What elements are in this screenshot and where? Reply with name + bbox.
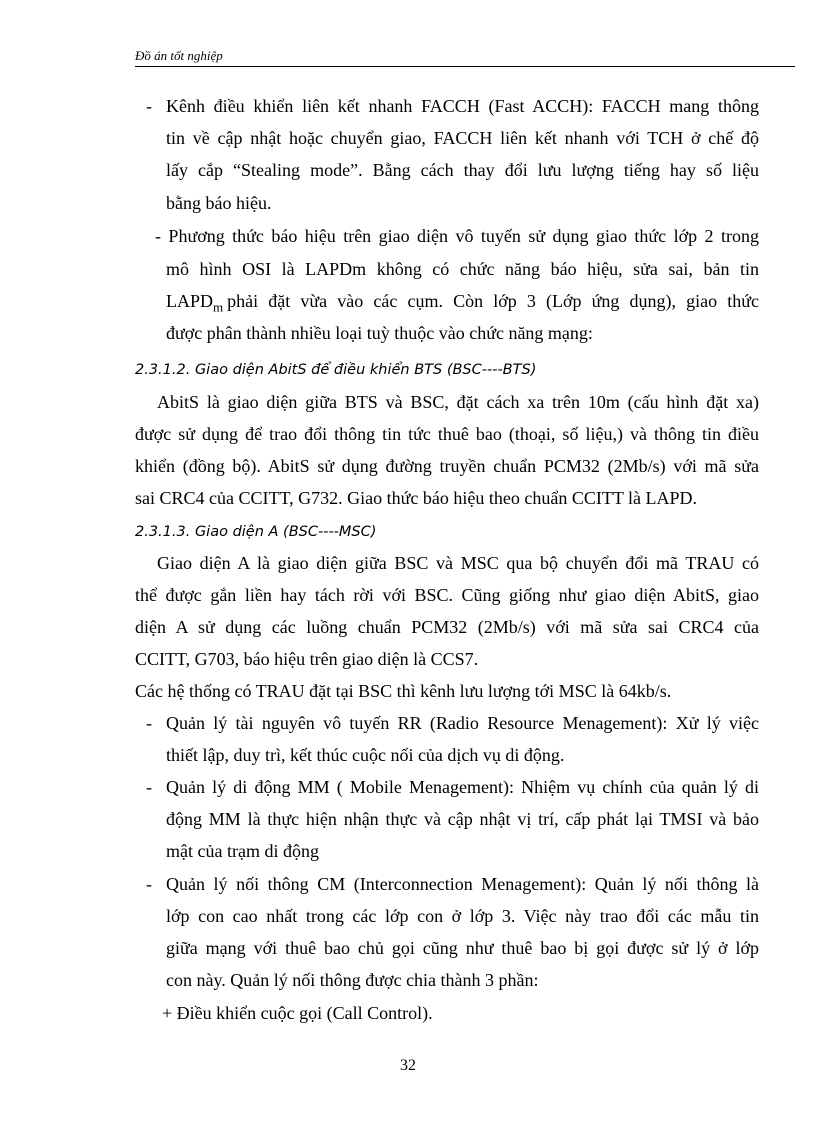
text-line: Quản lý nối thông CM (Interconnection Menagement): Quản lý nối thông là (166, 874, 759, 894)
text-line: động MM là thực hiện nhận thực và cập nhật vị trí, cấp phát lại TMSI và bảo (166, 809, 759, 829)
bullet-dash: - (146, 96, 152, 116)
text-line: AbitS là giao diện giữa BTS và BSC, đặt cách xa trên 10m (cấu hình đặt xa) (157, 392, 759, 412)
text-line: được phân thành nhiều loại tuỳ thuộc vào chức năng mạng: (166, 323, 593, 343)
text-line: - Phương thức báo hiệu trên giao diện vô tuyến sử dụng giao thức lớp 2 trong (155, 226, 759, 246)
lapd-subscript: m (213, 299, 224, 315)
text-line: được sử dụng để trao đổi thông tin tức thuê bao (thoại, số liệu,) và thông tin điều (135, 424, 759, 444)
bullet-dash: - (146, 874, 152, 894)
header-title: Đồ án tốt nghiệp (135, 48, 223, 63)
text-line: bằng báo hiệu. (166, 193, 272, 213)
text-line: khiển (đồng bộ). AbitS sử dụng đường truyền chuẩn PCM32 (2Mb/s) với mã sửa (135, 456, 759, 476)
bullet-dash: - (146, 777, 152, 797)
text-line-lapdm (166, 290, 759, 319)
text-line: CCITT, G703, báo hiệu trên giao diện là CCS7. (135, 649, 479, 669)
text-line: Giao diện A là giao diện giữa BSC và MSC qua bộ chuyển đổi mã TRAU có (157, 553, 759, 573)
section-heading: 2.3.1.2. Giao diện AbitS để điều khiển BTS (BSC----BTS) (135, 362, 537, 378)
text-line: thể được gắn liền hay tách rời với BSC. Cũng giống như giao diện AbitS, giao (135, 585, 759, 605)
page-number: 32 (400, 1057, 416, 1074)
text-line: lấy cắp “Stealing mode”. Bằng cách thay đổi lưu lượng tiếng hay số liệu (166, 160, 759, 180)
text-line: sai CRC4 của CCITT, G732. Giao thức báo hiệu theo chuẩn CCITT là LAPD. (135, 488, 697, 508)
text-line: mô hình OSI là LAPDm không có chức năng báo hiệu, sửa sai, bản tin (166, 259, 759, 279)
text-line: con này. Quản lý nối thông được chia thành 3 phần: (166, 970, 539, 990)
bullet-dash: - (146, 713, 152, 733)
text-line: Quản lý di động MM ( Mobile Menagement): Nhiệm vụ chính của quản lý di (166, 777, 759, 797)
text-line: giữa mạng với thuê bao chủ gọi cũng như thuê bao bị gọi được sử lý ở lớp (166, 938, 759, 958)
text-line: mật của trạm di động (166, 841, 319, 861)
running-header (135, 47, 795, 67)
lapd-text: LAPD (166, 291, 214, 311)
text-line: tin về cập nhật hoặc chuyển giao, FACCH liên kết nhanh với TCH ở chế độ (166, 128, 759, 148)
text-line: + Điều khiển cuộc gọi (Call Control). (162, 1003, 433, 1023)
lapd-continuation: phải đặt vừa vào các cụm. Còn lớp 3 (Lớp ứng dụng), giao thức (227, 291, 759, 311)
text-line: thiết lập, duy trì, kết thúc cuộc nối của dịch vụ di động. (166, 745, 565, 765)
text-line: Quản lý tài nguyên vô tuyến RR (Radio Resource Menagement): Xử lý việc (166, 713, 759, 733)
text-line: lớp con cao nhất trong các lớp con ở lớp 3. Việc này trao đổi các mẫu tin (166, 906, 759, 926)
text-line: Kênh điều khiển liên kết nhanh FACCH (Fast ACCH): FACCH mang thông (166, 96, 759, 116)
text-line: Các hệ thống có TRAU đặt tại BSC thì kênh lưu lượng tới MSC là 64kb/s. (135, 681, 672, 701)
section-heading: 2.3.1.3. Giao diện A (BSC----MSC) (135, 524, 377, 540)
text-line: diện A sử dụng các luồng chuẩn PCM32 (2Mb/s) với mã sửa sai CRC4 của (135, 617, 759, 637)
